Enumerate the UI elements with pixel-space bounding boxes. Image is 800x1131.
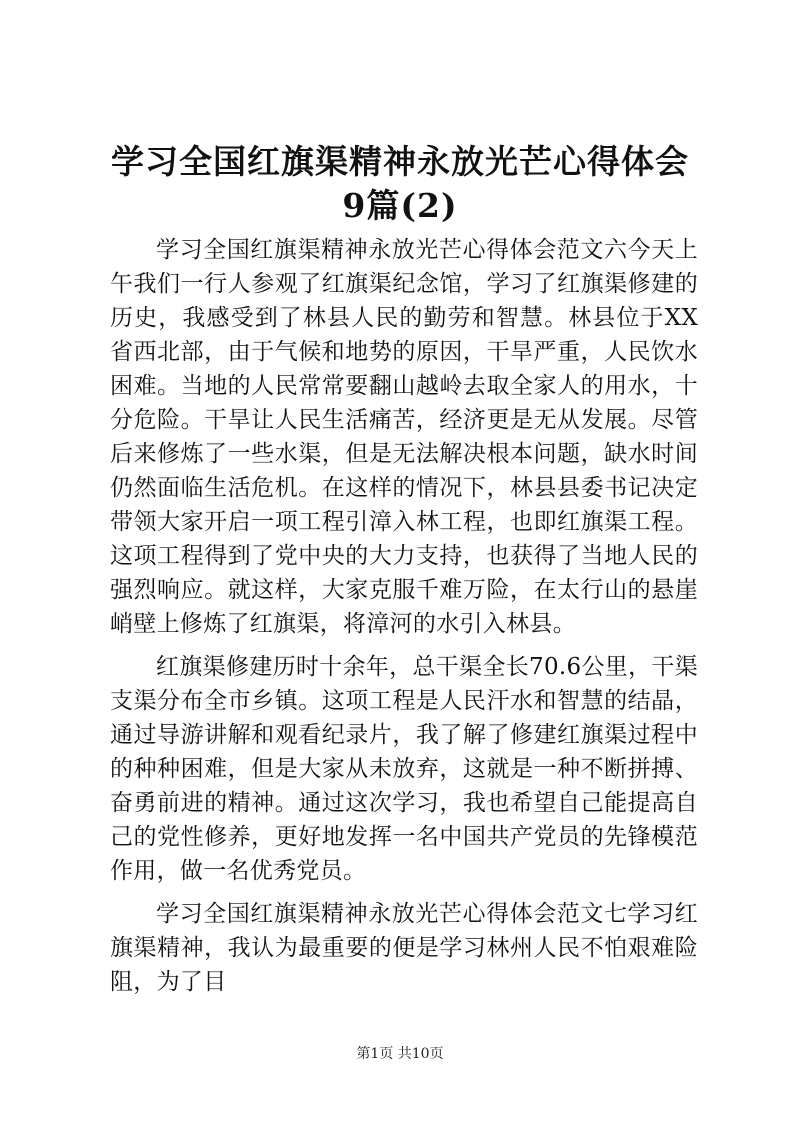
paragraph: 学习全国红旗渠精神永放光芒心得体会范文七学习红旗渠精神，我认为最重要的便是学习林州人民不怕艰难险阻，为了目 (110, 901, 698, 995)
document-body (110, 233, 698, 1008)
page-footer: 第1页 共10页 (356, 1046, 444, 1062)
document-title: 学习全国红旗渠精神永放光芒心得体会9篇(2) (111, 142, 689, 225)
paragraph: 学习全国红旗渠精神永放光芒心得体会范文六今天上午我们一行人参观了红旗渠纪念馆，学习了红旗渠修建的历史，我感受到了林县人民的勤劳和智慧。林县位于XX省西北部，由于气候和地势的原因，干旱严重，人民饮水困难。当地的人民常常要翻山越岭去取全家人的用水，十分危险。干旱让人民生活痛苦，经济更是无从发展。尽管后来修炼了一些水渠，但是无法解决根本问题，缺水时间仍然面临生活危机。在这样的情况下，林县县委书记决定带领大家开启一项工程引漳入林工程，也即红旗渠工程。这项工程得到了党中央的大力支持，也获得了当地人民的强烈响应。就这样，大家克服千难万险，在太行山的悬崖峭壁上修炼了红旗渠，将漳河的水引入林县。 (110, 237, 698, 637)
paragraph: 红旗渠修建历时十余年，总干渠全长70.6公里，干渠支渠分布全市乡镇。这项工程是人民汗水和智慧的结晶，通过导游讲解和观看纪录片，我了解了修建红旗渠过程中的种种困难，但是大家从未放弃，这就是一种不断拼搏、奋勇前进的精神。通过这次学习，我也希望自己能提高自己的党性修养，更好地发挥一名中国共产党员的先锋模范作用，做一名优秀党员。 (110, 654, 698, 884)
